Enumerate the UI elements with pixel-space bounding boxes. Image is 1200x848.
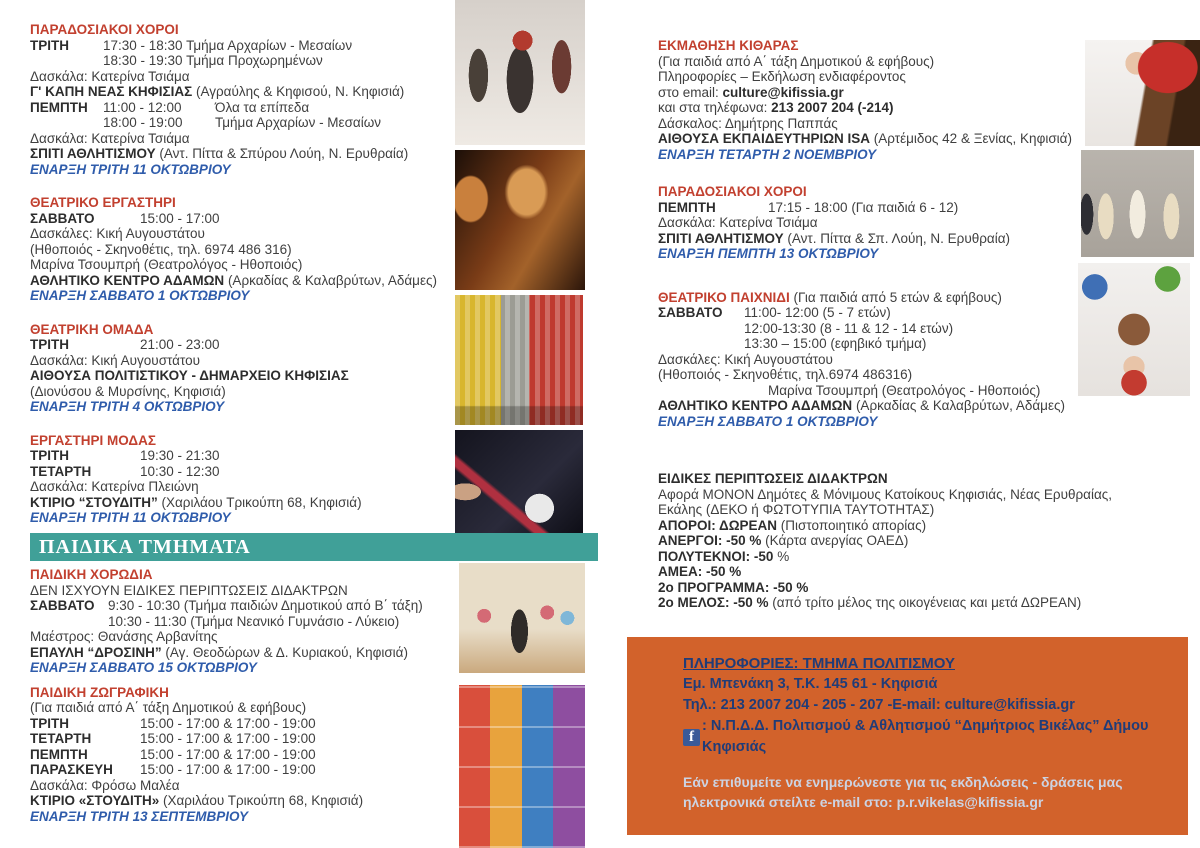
schedule-line bbox=[30, 809, 455, 825]
children-choir-photo bbox=[459, 563, 585, 673]
section-heading-text: ΠΑΡΑΔΟΣΙΑΚΟΙ ΧΟΡΟΙ bbox=[30, 22, 179, 37]
text-segment: (Χαριλάου Τρικούπη 68, Κηφισιά) bbox=[157, 494, 362, 510]
section-title bbox=[658, 184, 1090, 200]
left-column-children-sections bbox=[30, 567, 455, 842]
text-segment: 21:00 - 23:00 bbox=[140, 337, 220, 352]
fashion-workshop-scissors-photo bbox=[455, 430, 583, 533]
schedule-line bbox=[30, 242, 455, 258]
schedule-line bbox=[658, 595, 1090, 611]
text-segment: 15:00 - 17:00 bbox=[140, 210, 220, 226]
schedule-line bbox=[30, 353, 455, 369]
schedule-line bbox=[658, 215, 1090, 231]
schedule-line bbox=[30, 793, 455, 809]
text-segment: ΑΜΕΑ: -50 % bbox=[658, 564, 742, 579]
section-heading-text: ΘΕΑΤΡΙΚΟ ΕΡΓΑΣΤΗΡΙ bbox=[30, 195, 176, 210]
section-title bbox=[30, 685, 455, 701]
schedule-line bbox=[30, 162, 455, 178]
section-title bbox=[30, 195, 455, 211]
text-segment: 10:30 - 11:30 (Τμήμα Νεανικό Γυμνάσιο - Λύκειο) bbox=[108, 613, 400, 629]
text-segment: Δασκάλα: Κατερίνα Τσιάμα bbox=[30, 130, 190, 146]
schedule-line bbox=[30, 629, 455, 645]
text-segment: (Διονύσου & Μυρσίνης, Κηφισιά) bbox=[30, 383, 226, 399]
banner-title: ΠΑΙΔΙΚΑ ΤΜΗΜΑΤΑ bbox=[39, 536, 251, 558]
text-segment: ΠΕΜΠΤΗ bbox=[30, 746, 88, 762]
schedule-line bbox=[30, 84, 455, 100]
schedule-line bbox=[658, 502, 1090, 518]
text-segment: ΤΡΙΤΗ bbox=[30, 37, 69, 53]
text-segment: 13:30 – 15:00 (εφηβικό τμήμα) bbox=[744, 336, 927, 351]
text-segment: ΑΘΛΗΤΙΚΟ ΚΕΝΤΡΟ ΑΔΑΜΩΝ bbox=[30, 272, 225, 288]
text-segment: 19:30 - 21:30 bbox=[140, 448, 220, 463]
text-segment: (Για παιδιά από Α΄ τάξη Δημοτικού & εφήβους) bbox=[30, 700, 307, 715]
schedule-line bbox=[30, 762, 455, 778]
schedule-line bbox=[658, 131, 1090, 147]
text-segment: ΑΘΛΗΤΙΚΟ ΚΕΝΤΡΟ ΑΔΑΜΩΝ bbox=[658, 398, 853, 413]
schedule-line bbox=[658, 69, 1090, 85]
schedule-line bbox=[658, 231, 1090, 247]
schedule-line bbox=[30, 583, 455, 599]
text-segment: 9:30 - 10:30 (Τμήμα παιδιών Δημοτικού από Β΄ τάξη) bbox=[108, 598, 423, 613]
schedule-line bbox=[30, 510, 455, 526]
start-date-text: ΕΝΑΡΞΗ ΤΡΙΤΗ 11 ΟΚΤΩΒΡΙΟΥ bbox=[30, 161, 231, 177]
schedule-line bbox=[30, 211, 455, 227]
schedule-line bbox=[30, 226, 455, 242]
schedule-line bbox=[658, 305, 1090, 321]
text-segment: ΠΑΡΑΣΚΕΥΗ bbox=[30, 762, 113, 777]
schedule-line bbox=[658, 580, 1090, 596]
text-segment: Όλα τα επίπεδα bbox=[215, 99, 310, 115]
text-segment: (Αντ. Πίττα & Σπ. Λούη, Ν. Ερυθραία) bbox=[783, 230, 1011, 246]
text-segment: ΠΕΜΠΤΗ bbox=[30, 99, 88, 115]
text-segment: 12:00-13:30 (8 - 11 & 12 - 14 ετών) bbox=[744, 320, 954, 336]
info-facebook-row bbox=[683, 716, 1178, 758]
schedule-line bbox=[658, 85, 1090, 101]
schedule-line bbox=[658, 100, 1090, 116]
text-segment: ΑΠΟΡΟΙ: ΔΩΡΕΑΝ bbox=[658, 517, 778, 533]
info-address: Εμ. Μπενάκη 3, Τ.Κ. 145 61 - Κηφισιά bbox=[683, 676, 938, 692]
schedule-line bbox=[30, 716, 455, 732]
schedule-line bbox=[658, 414, 1090, 430]
text-segment: (Πιστοποιητικό απορίας) bbox=[777, 517, 927, 533]
schedule-line bbox=[30, 448, 455, 464]
schedule-line bbox=[30, 38, 455, 54]
text-segment: ΕΠΑΥΛΗ “ΔΡΟΣΙΝΗ” bbox=[30, 644, 162, 660]
schedule-line bbox=[30, 399, 455, 415]
text-segment: (Αρκαδίας & Καλαβρύτων, Αδάμες) bbox=[852, 398, 1065, 413]
schedule-line bbox=[658, 321, 1090, 337]
text-segment: (Αγραύλης & Κηφισού, Ν. Κηφισιά) bbox=[192, 84, 405, 99]
schedule-line bbox=[30, 731, 455, 747]
start-date-text: ΕΝΑΡΞΗ ΣΑΒΒΑΤΟ 15 ΟΚΤΩΒΡΙΟΥ bbox=[30, 660, 257, 675]
text-segment: (Αγ. Θεοδώρων & Δ. Κυριακού, Κηφισιά) bbox=[161, 644, 408, 660]
section-children-choir bbox=[30, 567, 455, 676]
text-segment: 17:30 - 18:30 Τμήμα Αρχαρίων - Μεσαίων bbox=[103, 37, 353, 53]
text-segment: ΣΑΒΒΑΤΟ bbox=[658, 305, 723, 320]
schedule-line bbox=[658, 549, 1090, 565]
start-date-text: ΕΝΑΡΞΗ ΤΡΙΤΗ 13 ΣΕΠΤΕΜΒΡΙΟΥ bbox=[30, 808, 249, 824]
text-segment: (από τρίτο μέλος της οικογένειας και μετά ΔΩΡΕΑΝ) bbox=[768, 595, 1082, 610]
facebook-icon: f bbox=[683, 729, 700, 746]
schedule-line bbox=[30, 337, 455, 353]
text-segment: ΑΙΘΟΥΣΑ ΠΟΛΙΤΙΣΤΙΚΟΥ - ΔΗΜΑΡΧΕΙΟ ΚΗΦΙΣΙΑΣ bbox=[30, 368, 349, 383]
section-heading-text: ΘΕΑΤΡΙΚΟ ΠΑΙΧΝΙΔΙ bbox=[658, 289, 790, 305]
text-segment: (Κάρτα ανεργίας ΟΑΕΔ) bbox=[761, 533, 909, 548]
text-segment: ΤΡΙΤΗ bbox=[30, 715, 69, 731]
text-segment: 15:00 - 17:00 & 17:00 - 19:00 bbox=[140, 731, 316, 746]
schedule-line bbox=[658, 486, 1113, 503]
section-title bbox=[658, 290, 1090, 306]
schedule-line bbox=[658, 147, 1090, 163]
text-segment: ΠΕΜΠΤΗ bbox=[658, 199, 716, 215]
text-segment: και στα τηλέφωνα: bbox=[658, 100, 772, 115]
schedule-line bbox=[658, 367, 1090, 383]
section-title bbox=[30, 567, 455, 583]
info-phone-email: Τηλ.: 213 2007 204 - 205 - 207 -E-mail: culture@kifissia.gr bbox=[683, 697, 1075, 713]
section-heading-text: ΠΑΡΑΔΟΣΙΑΚΟΙ ΧΟΡΟΙ bbox=[658, 184, 807, 199]
text-segment: Μαέστρος: Θανάσης Αρβανίτης bbox=[30, 629, 218, 644]
start-date-text: ΕΝΑΡΞΗ ΤΕΤΑΡΤΗ 2 ΝΟΕΜΒΡΙΟΥ bbox=[658, 146, 877, 162]
section-title bbox=[30, 433, 455, 449]
text-segment: Δασκάλες: Κική Αυγουστάτου bbox=[658, 351, 833, 367]
text-segment: 213 2007 204 (-214) bbox=[771, 100, 894, 115]
text-segment: (Ηθοποιός - Σκηνοθέτις, τηλ. 6974 486 316) bbox=[30, 241, 292, 257]
text-segment: ΠΟΛΥΤΕΚΝΟΙ: -50 bbox=[658, 548, 774, 564]
schedule-line bbox=[30, 69, 455, 85]
theatre-group-stage-photo bbox=[455, 295, 583, 425]
info-title: ΠΛΗΡΟΦΟΡΙΕΣ: ΤΜΗΜΑ ΠΟΛΙΤΙΣΜΟΥ bbox=[683, 655, 955, 672]
text-segment: ΑΙΘΟΥΣΑ ΕΚΠΑΙΔΕΥΤΗΡΙΩΝ ISA bbox=[658, 131, 871, 146]
text-segment: Γ' ΚΑΠΗ ΝΕΑΣ ΚΗΦΙΣΙΑΣ bbox=[30, 84, 193, 99]
schedule-line bbox=[30, 257, 455, 273]
text-segment: ΑΝΕΡΓΟΙ: -50 % bbox=[658, 533, 762, 548]
start-date-text: ΕΝΑΡΞΗ ΣΑΒΒΑΤΟ 1 ΟΚΤΩΒΡΙΟΥ bbox=[658, 413, 878, 429]
text-segment: Δασκάλες: Κική Αυγουστάτου bbox=[30, 226, 205, 241]
text-segment: 15:00 - 17:00 & 17:00 - 19:00 bbox=[140, 762, 316, 777]
schedule-line bbox=[30, 700, 455, 716]
text-segment: ΔΕΝ ΙΣΧΥΟΥΝ ΕΙΔΙΚΕΣ ΠΕΡΙΠΤΩΣΕΙΣ ΔΙΔΑΚΤΡΩΝ bbox=[30, 582, 348, 598]
section-title bbox=[658, 38, 1090, 54]
text-segment: (Αρκαδίας & Καλαβρύτων, Αδάμες) bbox=[224, 272, 437, 288]
text-segment: ΚΤΙΡΙΟ «ΣΤΟΥΔΙΤΗ» bbox=[30, 793, 160, 808]
costumed-children-photo bbox=[1081, 150, 1194, 257]
text-segment: culture@kifissia.gr bbox=[722, 84, 844, 100]
information-box bbox=[627, 637, 1188, 835]
info-note-line2: ηλεκτρονικά στείλτε e-mail στο: p.r.vikelas@kifissia.gr bbox=[683, 794, 1044, 810]
text-segment: 18:30 - 19:30 Τμήμα Προχωρημένων bbox=[103, 53, 323, 68]
text-segment: ΤΕΤΑΡΤΗ bbox=[30, 731, 92, 746]
schedule-line bbox=[658, 352, 1090, 368]
section-theatre-group bbox=[30, 322, 455, 415]
text-segment: (Χαριλάου Τρικούπη 68, Κηφισιά) bbox=[159, 793, 364, 808]
section-children-painting bbox=[30, 685, 455, 825]
text-segment: 11:00- 12:00 (5 - 7 ετών) bbox=[744, 305, 891, 320]
text-segment: (Για παιδιά από Α΄ τάξη Δημοτικού & εφήβους) bbox=[658, 53, 935, 69]
schedule-line bbox=[658, 246, 1090, 262]
info-note-line1: Εάν επιθυμείτε να ενημερώνεστε για τις εκδηλώσεις - δράσεις μας bbox=[683, 774, 1123, 790]
start-date-text: ΕΝΑΡΞΗ ΣΑΒΒΑΤΟ 1 ΟΚΤΩΒΡΙΟΥ bbox=[30, 288, 250, 303]
text-segment: 10:30 - 12:30 bbox=[140, 463, 220, 479]
traditional-dancers-photo bbox=[455, 0, 585, 145]
text-segment: 2ο ΜΕΛΟΣ: -50 % bbox=[658, 595, 769, 610]
text-segment: Μαρίνα Τσουμπρή (Θεατρολόγος - Ηθοποιός) bbox=[30, 257, 303, 272]
text-segment: 2ο ΠΡΟΓΡΑΜΜΑ: -50 % bbox=[658, 579, 809, 595]
schedule-line bbox=[30, 598, 455, 614]
section-theatre-game bbox=[658, 290, 1090, 430]
schedule-line bbox=[30, 479, 455, 495]
text-segment: (Αντ. Πίττα & Σπύρου Λούη, Ν. Ερυθραία) bbox=[155, 146, 409, 161]
text-segment: (Ηθοποιός - Σκηνοθέτις, τηλ.6974 486316) bbox=[658, 367, 913, 382]
text-segment: 18:00 - 19:00 bbox=[103, 115, 183, 130]
schedule-line bbox=[658, 518, 1090, 534]
facebook-page-name: : Ν.Π.Δ.Δ. Πολιτισμού & Αθλητισμού “Δημήτριος Βικέλας” Δήμου Κηφισιάς bbox=[702, 718, 1149, 755]
text-segment: Δασκάλα: Κική Αυγουστάτου bbox=[30, 352, 201, 368]
section-heading-text: ΕΚΜΑΘΗΣΗ ΚΙΘΑΡΑΣ bbox=[658, 38, 799, 53]
section-heading-text: ΠΑΙΔΙΚΗ ΧΟΡΩΔΙΑ bbox=[30, 567, 153, 582]
schedule-line bbox=[30, 384, 455, 400]
text-segment: ΤΡΙΤΗ bbox=[30, 337, 69, 352]
section-heading-text: ΘΕΑΤΡΙΚΗ ΟΜΑΔΑ bbox=[30, 321, 154, 337]
schedule-line bbox=[658, 564, 1090, 580]
section-fashion-workshop bbox=[30, 433, 455, 526]
schedule-line bbox=[658, 383, 1090, 399]
start-date-text: ΕΝΑΡΞΗ ΠΕΜΠΤΗ 13 ΟΚΤΩΒΡΙΟΥ bbox=[658, 246, 879, 261]
text-segment: στο email: bbox=[658, 84, 723, 100]
section-heading-text: ΠΑΙΔΙΚΗ ΖΩΓΡΑΦΙΚΗ bbox=[30, 684, 169, 700]
text-segment: ΤΕΤΑΡΤΗ bbox=[30, 463, 92, 479]
text-segment: (Αρτέμιδος 42 & Ξενίας, Κηφισιά) bbox=[870, 131, 1072, 146]
text-segment: Δάσκαλος: Δημήτρης Παππάς bbox=[658, 115, 838, 131]
text-segment: Εκάλης (ΔΕΚΟ ή ΦΩΤΟΤΥΠΙΑ ΤΑΥΤΟΤΗΤΑΣ) bbox=[658, 502, 935, 517]
section-title bbox=[30, 22, 455, 38]
text-segment: ΚΤΙΡΙΟ “ΣΤΟΥΔΙΤΗ” bbox=[30, 494, 158, 510]
text-segment: Δασκάλα: Κατερίνα Τσιάμα bbox=[30, 68, 190, 84]
text-segment: Πληροφορίες – Εκδήλωση ενδιαφέροντος bbox=[658, 69, 906, 84]
text-segment: 11:00 - 12:00 bbox=[103, 99, 182, 115]
text-segment: Αφορά ΜΟΝΟΝ Δημότες & Μόνιμους Κατοίκους Κηφισιάς, Νέας Ερυθραίας, bbox=[658, 486, 1113, 502]
info-note bbox=[683, 772, 1178, 812]
schedule-line bbox=[30, 495, 455, 511]
playful-children-photo bbox=[1078, 263, 1190, 396]
section-heading-text: ΕΡΓΑΣΤΗΡΙ ΜΟΔΑΣ bbox=[30, 432, 156, 448]
schedule-line bbox=[30, 115, 455, 131]
right-column-sections bbox=[658, 38, 1113, 629]
text-segment: ΣΑΒΒΑΤΟ bbox=[30, 210, 95, 226]
schedule-line bbox=[658, 116, 1090, 132]
schedule-line bbox=[30, 778, 455, 794]
text-segment: ΣΠΙΤΙ ΑΘΛΗΤΙΣΜΟΥ bbox=[30, 146, 156, 161]
section-traditional-dances-right bbox=[658, 184, 1090, 262]
section-traditional-dances-left bbox=[30, 22, 455, 177]
text-segment: Μαρίνα Τσουμπρή (Θεατρολόγος - Ηθοποιός) bbox=[768, 382, 1041, 398]
schedule-line bbox=[658, 398, 1090, 414]
section-special-tuition-cases bbox=[658, 471, 1113, 611]
text-segment: 17:15 - 18:00 (Για παιδιά 6 - 12) bbox=[768, 199, 959, 215]
text-segment: ΤΡΙΤΗ bbox=[30, 448, 69, 463]
schedule-line bbox=[30, 645, 455, 661]
text-segment: Δασκάλα: Κατερίνα Πλειώνη bbox=[30, 479, 199, 494]
left-column-adult-sections bbox=[30, 22, 455, 544]
children-sections-banner bbox=[30, 533, 598, 561]
text-segment: Δασκάλα: Κατερίνα Τσιάμα bbox=[658, 215, 818, 230]
schedule-line bbox=[30, 53, 455, 69]
children-paintings-photo bbox=[459, 685, 585, 848]
schedule-line bbox=[30, 100, 455, 116]
start-date-text: ΕΝΑΡΞΗ ΤΡΙΤΗ 4 ΟΚΤΩΒΡΙΟΥ bbox=[30, 399, 225, 414]
schedule-line bbox=[30, 288, 455, 304]
section-title bbox=[658, 471, 1090, 487]
section-guitar-lessons bbox=[658, 38, 1090, 162]
guitar-boy-photo bbox=[1085, 40, 1200, 146]
text-segment: ΣΠΙΤΙ ΑΘΛΗΤΙΣΜΟΥ bbox=[658, 230, 784, 246]
text-segment: (Για παιδιά από 5 ετών & εφήβους) bbox=[789, 289, 1002, 305]
schedule-line bbox=[30, 368, 455, 384]
text-segment: % bbox=[773, 548, 790, 564]
schedule-line bbox=[30, 660, 455, 676]
text-segment: 15:00 - 17:00 & 17:00 - 19:00 bbox=[140, 715, 316, 731]
schedule-line bbox=[30, 614, 455, 630]
schedule-line bbox=[658, 336, 1090, 352]
schedule-line bbox=[30, 747, 455, 763]
schedule-line bbox=[30, 273, 455, 289]
text-segment: 15:00 - 17:00 & 17:00 - 19:00 bbox=[140, 746, 316, 762]
text-segment: ΕΙΔΙΚΕΣ ΠΕΡΙΠΤΩΣΕΙΣ ΔΙΔΑΚΤΡΩΝ bbox=[658, 471, 888, 486]
schedule-line bbox=[30, 146, 455, 162]
schedule-line bbox=[658, 200, 1090, 216]
section-theatre-workshop bbox=[30, 195, 455, 304]
schedule-line bbox=[30, 464, 455, 480]
schedule-line bbox=[658, 54, 1090, 70]
start-date-text: ΕΝΑΡΞΗ ΤΡΙΤΗ 11 ΟΚΤΩΒΡΙΟΥ bbox=[30, 510, 231, 525]
schedule-line bbox=[30, 131, 455, 147]
section-title bbox=[30, 322, 455, 338]
theatre-workshop-photo bbox=[455, 150, 585, 290]
text-segment: Τμήμα Αρχαρίων - Μεσαίων bbox=[215, 115, 382, 130]
text-segment: ΣΑΒΒΑΤΟ bbox=[30, 598, 95, 613]
text-segment: Δασκάλα: Φρόσω Μαλέα bbox=[30, 777, 180, 793]
schedule-line bbox=[658, 533, 1090, 549]
